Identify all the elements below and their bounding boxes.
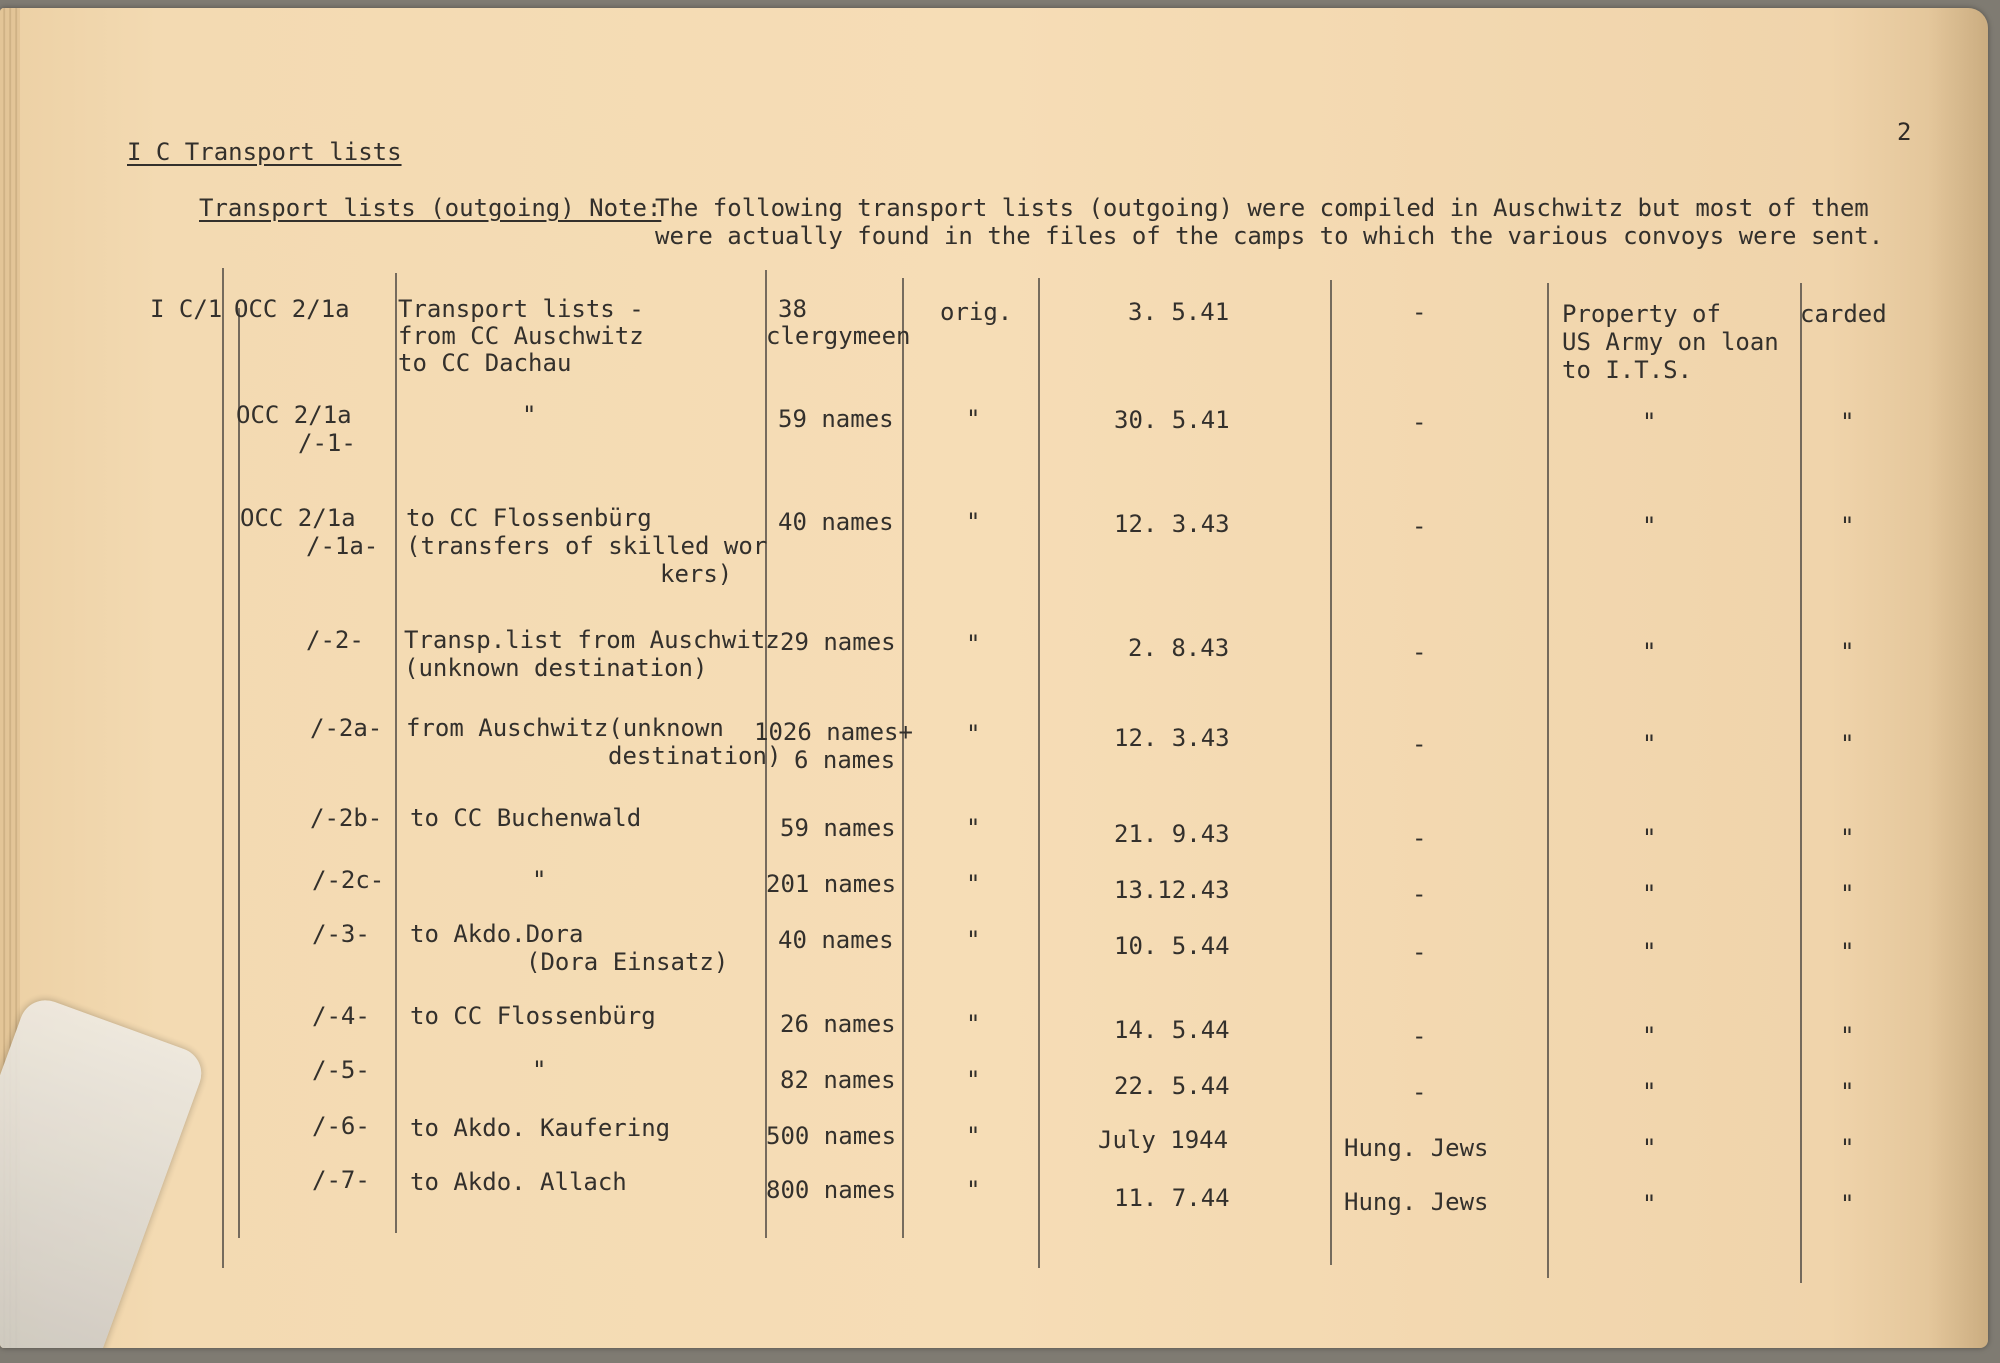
column-rule xyxy=(238,308,240,1238)
table-cell-code: /-6- xyxy=(312,1112,370,1140)
table-cell-status: " xyxy=(966,630,981,658)
column-rule xyxy=(1800,283,1802,1283)
table-cell-desc: from CC Auschwitz xyxy=(398,322,644,350)
table-cell-carded: " xyxy=(1840,1134,1855,1162)
table-cell-desc: to CC Flossenbürg xyxy=(410,1002,656,1030)
table-cell-desc: " xyxy=(532,866,547,894)
table-cell-status: " xyxy=(966,814,981,842)
table-cell-count: 1026 names+ xyxy=(754,718,913,746)
table-cell-date: 14. 5.44 xyxy=(1114,1016,1230,1044)
table-cell-date: 12. 3.43 xyxy=(1114,510,1230,538)
table-cell-desc: to Akdo. Allach xyxy=(410,1168,627,1196)
column-rule xyxy=(1547,283,1549,1278)
table-cell-status: " xyxy=(966,1176,981,1204)
table-cell-remark: - xyxy=(1412,880,1427,908)
table-cell-remark: - xyxy=(1412,408,1427,436)
table-cell-date: 30. 5.41 xyxy=(1114,406,1230,434)
table-cell-count: 40 names xyxy=(778,508,894,536)
table-cell-code: /-2c- xyxy=(312,866,385,894)
table-cell-status: " xyxy=(966,1066,981,1094)
table-cell-desc: (Dora Einsatz) xyxy=(526,948,729,976)
table-cell-carded: " xyxy=(1840,824,1855,852)
table-cell-code-sub: /-1a- xyxy=(306,532,379,560)
plastic-page-tab xyxy=(0,993,209,1348)
table-cell-property: " xyxy=(1642,638,1657,666)
column-rule xyxy=(395,273,397,1233)
table-cell-desc: (unknown destination) xyxy=(404,654,708,682)
table-cell-code: /-2- xyxy=(306,626,364,654)
column-rule xyxy=(1330,280,1332,1265)
table-cell-date: 2. 8.43 xyxy=(1128,634,1230,662)
table-cell-carded: " xyxy=(1840,408,1855,436)
table-cell-remark: - xyxy=(1412,512,1427,540)
note-line-1: The following transport lists (outgoing) were compiled in Auschwitz but most of them xyxy=(655,194,1869,222)
table-cell-count: 59 names xyxy=(778,405,894,433)
table-cell-code: OCC 2/1a xyxy=(240,504,356,532)
table-cell-remark: - xyxy=(1412,1022,1427,1050)
table-cell-remark: - xyxy=(1412,938,1427,966)
table-cell-property: " xyxy=(1642,824,1657,852)
table-cell-property: " xyxy=(1642,938,1657,966)
table-cell-date: 12. 3.43 xyxy=(1114,724,1230,752)
table-cell-count: 29 names xyxy=(780,628,896,656)
section-title: I C Transport lists xyxy=(127,138,402,166)
table-cell-code: /-2b- xyxy=(310,804,383,832)
table-cell-count: 800 names xyxy=(766,1176,897,1204)
table-cell-desc: (transfers of skilled wor xyxy=(406,532,768,560)
table-cell-count: 201 names xyxy=(766,870,897,898)
table-cell-carded: " xyxy=(1840,938,1855,966)
table-cell-date: 21. 9.43 xyxy=(1114,820,1230,848)
table-cell-property: " xyxy=(1642,1022,1657,1050)
table-cell-code-sub: /-1- xyxy=(298,429,356,457)
table-cell-carded: " xyxy=(1840,1190,1855,1218)
table-cell-desc: Transp.list from Auschwitz xyxy=(404,626,780,654)
table-cell-property: " xyxy=(1642,1134,1657,1162)
column-rule xyxy=(902,278,904,1238)
table-cell-property: " xyxy=(1642,408,1657,436)
table-cell-carded: " xyxy=(1840,1078,1855,1106)
table-cell-count: 6 names xyxy=(794,746,896,774)
table-cell-status: " xyxy=(966,1122,981,1150)
table-cell-desc: to Akdo. Kaufering xyxy=(410,1114,671,1142)
table-cell-carded: " xyxy=(1840,512,1855,540)
table-cell-code: /-7- xyxy=(312,1166,370,1194)
table-cell-count: 26 names xyxy=(780,1010,896,1038)
table-cell-desc: to Akdo.Dora xyxy=(410,920,584,948)
table-cell-desc: from Auschwitz(unknown xyxy=(406,714,724,742)
table-cell-date: 3. 5.41 xyxy=(1128,298,1230,326)
table-cell-property: " xyxy=(1642,512,1657,540)
table-cell-status: " xyxy=(966,1010,981,1038)
table-cell-remark: - xyxy=(1412,824,1427,852)
table-cell-code: /-3- xyxy=(312,920,370,948)
table-cell-carded: " xyxy=(1840,638,1855,666)
table-cell-count: 500 names xyxy=(766,1122,897,1150)
table-cell-status: " xyxy=(966,720,981,748)
column-rule xyxy=(1038,278,1040,1268)
table-cell-count: 38 xyxy=(778,295,807,323)
table-cell-status: orig. xyxy=(940,298,1013,326)
table-cell-status: " xyxy=(966,405,981,433)
table-cell-remark: Hung. Jews xyxy=(1344,1188,1489,1216)
table-cell-desc: kers) xyxy=(660,560,733,588)
table-cell-property: " xyxy=(1642,730,1657,758)
table-cell-desc: to CC Dachau xyxy=(398,349,572,377)
table-cell-date: 11. 7.44 xyxy=(1114,1184,1230,1212)
table-cell-property: US Army on loan xyxy=(1562,328,1779,356)
table-cell-code: /-4- xyxy=(312,1002,370,1030)
table-cell-date: July 1944 xyxy=(1098,1126,1229,1154)
table-cell-carded: " xyxy=(1840,880,1855,908)
table-cell-count: 59 names xyxy=(780,814,896,842)
table-cell-date: 22. 5.44 xyxy=(1114,1072,1230,1100)
table-cell-count: clergymeen xyxy=(766,322,911,350)
table-cell-date: 13.12.43 xyxy=(1114,876,1230,904)
table-cell-property: " xyxy=(1642,880,1657,908)
table-cell-carded: " xyxy=(1840,1022,1855,1050)
table-cell-count: 40 names xyxy=(778,926,894,954)
table-cell-date: 10. 5.44 xyxy=(1114,932,1230,960)
table-cell-desc: destination) xyxy=(608,742,782,770)
table-cell-desc: to CC Flossenbürg xyxy=(406,504,652,532)
table-cell-status: " xyxy=(966,926,981,954)
table-cell-remark: - xyxy=(1412,298,1427,326)
table-cell-remark: - xyxy=(1412,638,1427,666)
table-cell-carded: carded xyxy=(1800,300,1887,328)
page-number: 2 xyxy=(1897,118,1912,146)
table-cell-property: " xyxy=(1642,1078,1657,1106)
table-cell-remark: Hung. Jews xyxy=(1344,1134,1489,1162)
table-cell-property: to I.T.S. xyxy=(1562,356,1693,384)
table-cell-code: /-5- xyxy=(312,1056,370,1084)
table-cell-desc: " xyxy=(522,401,537,429)
table-cell-desc: Transport lists - xyxy=(398,295,644,323)
document-page xyxy=(0,8,1988,1348)
table-cell-property: " xyxy=(1642,1190,1657,1218)
table-cell-count: 82 names xyxy=(780,1066,896,1094)
table-cell-remark: - xyxy=(1412,1078,1427,1106)
table-cell-code: OCC 2/1a xyxy=(236,401,352,429)
table-cell-remark: - xyxy=(1412,730,1427,758)
table-cell-code: OCC 2/1a xyxy=(234,295,350,323)
table-cell-code: /-2a- xyxy=(310,714,383,742)
table-cell-status: " xyxy=(966,508,981,536)
group-code: I C/1 xyxy=(150,295,223,323)
table-cell-desc: " xyxy=(532,1056,547,1084)
table-cell-carded: " xyxy=(1840,730,1855,758)
note-label: Transport lists (outgoing) Note: xyxy=(199,194,662,222)
table-cell-desc: to CC Buchenwald xyxy=(410,804,642,832)
note-line-2: were actually found in the files of the camps to which the various convoys were sent. xyxy=(655,222,1884,250)
column-rule xyxy=(222,268,224,1268)
table-cell-property: Property of xyxy=(1562,300,1721,328)
table-cell-status: " xyxy=(966,870,981,898)
